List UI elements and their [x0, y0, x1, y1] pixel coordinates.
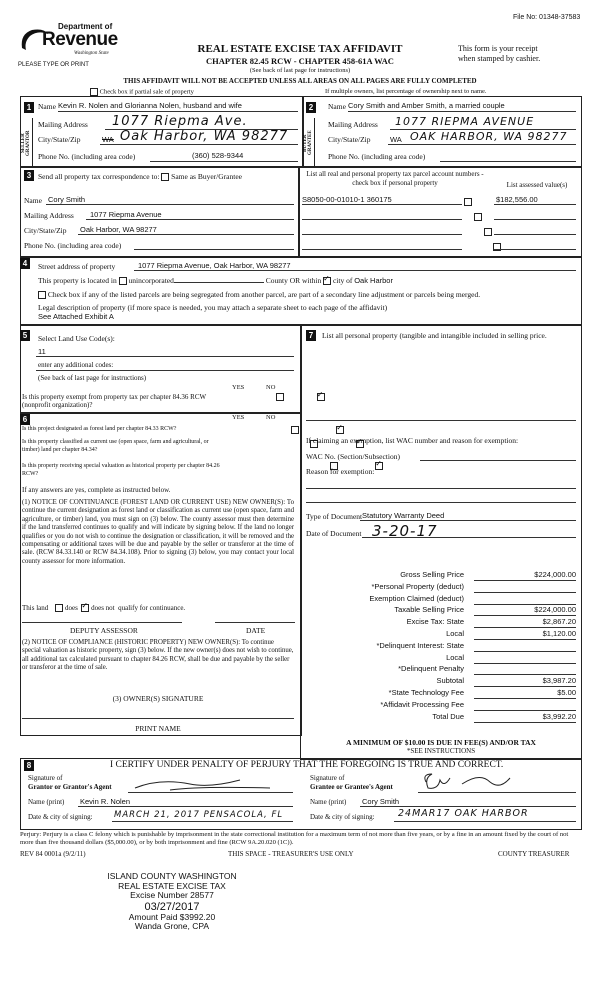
- send-correspondence: Send all property tax correspondence to: Same as Buyer/Grantee: [38, 172, 242, 181]
- assessed-header: List assessed value(s): [506, 181, 568, 189]
- fee-row: [306, 617, 580, 629]
- s3-city[interactable]: Oak Harbor, WA 98277: [80, 225, 157, 234]
- fee-value[interactable]: $224,000.00: [474, 570, 576, 581]
- minimum-due-note: A MINIMUM OF $10.00 IS DUE IN FEE(S) AND/OR TAX: [346, 738, 536, 747]
- deputy-assessor-label: DEPUTY ASSESSOR: [70, 626, 138, 635]
- buyer-phone-label: Phone No. (including area code): [328, 152, 426, 161]
- section-5-number: 5: [20, 330, 30, 341]
- dept-top: Department of: [58, 22, 113, 31]
- seller-city-label: City/State/Zip: [38, 135, 81, 144]
- owner-signature-label: (3) OWNER(S) SIGNATURE: [112, 694, 204, 703]
- fee-value[interactable]: [474, 700, 576, 711]
- location-line: This property is located in unincorporated County OR within ✓ city of Oak Harbor: [38, 276, 393, 285]
- stamp-county: ISLAND COUNTY WASHINGTON: [107, 871, 237, 881]
- segregated-line: Check box if any of the listed parcels are being segregated from another parcel, are part of a secondary line adjustment or parcels being merged.: [38, 290, 480, 299]
- grantee-name[interactable]: Cory Smith: [362, 797, 400, 806]
- see-instructions: *SEE INSTRUCTIONS: [406, 747, 476, 755]
- parcel-3-checkbox[interactable]: [484, 228, 492, 236]
- fee-label: *Personal Property (deduct): [371, 581, 464, 591]
- fee-row: [306, 712, 580, 724]
- partial-sale-label: Check box if partial sale of property: [90, 88, 194, 96]
- city-checkbox[interactable]: [323, 277, 331, 285]
- fee-value[interactable]: $1,120.00: [474, 629, 576, 640]
- form-chapter: CHAPTER 82.45 RCW - CHAPTER 458-61A WAC: [206, 56, 394, 66]
- s3-address-label: Mailing Address: [24, 211, 74, 220]
- fee-row: [306, 676, 580, 688]
- buyer-city-label: City/State/Zip: [328, 135, 371, 144]
- section-2-number: 2: [306, 102, 316, 113]
- fee-label: Subtotal: [436, 676, 464, 686]
- receipt-note-1: This form is your receipt: [458, 44, 538, 53]
- receipt-note-2: when stamped by cashier.: [458, 54, 541, 63]
- land-use-code[interactable]: 11: [38, 347, 46, 356]
- same-as-buyer-checkbox[interactable]: [161, 173, 169, 181]
- parcel-4-checkbox[interactable]: [493, 243, 501, 251]
- grantor-signature: [130, 774, 280, 794]
- dept-name: Revenue: [42, 29, 118, 50]
- fee-value[interactable]: [474, 641, 576, 652]
- if-yes-note: If any answers are yes, complete as instructed below.: [22, 486, 171, 494]
- fee-value[interactable]: [474, 582, 576, 593]
- multiple-owners-note: If multiple owners, list percentage of ownership next to name.: [325, 88, 487, 95]
- fee-table: [306, 570, 580, 723]
- wac-label: WAC No. (Section/Subsection): [306, 452, 400, 461]
- fee-label: *State Technology Fee: [388, 687, 464, 697]
- perjury-notice: Perjury: Perjury is a class C felony which is punishable by imprisonment in the state correctional institution for a maximum term of not more than five years, or by a fine in an amount fixed by the court of not more than five thousand dollars ($5,000.00), or by both imprisonment and fine (RCW 9A.20.020 (1C)).: [20, 831, 569, 846]
- exempt-yes-checkbox[interactable]: [276, 393, 284, 401]
- fee-label: *Delinquent Penalty: [398, 664, 464, 674]
- grantor-date-city[interactable]: MARCH 21, 2017 PENSACOLA, FL: [114, 810, 284, 820]
- segregated-checkbox[interactable]: [38, 291, 46, 299]
- fee-value[interactable]: $3,987.20: [474, 676, 576, 687]
- does-not-qualify-checkbox[interactable]: [81, 604, 89, 612]
- s3-name-label: Name: [24, 196, 42, 205]
- s3-phone-label: Phone No. (including area code): [24, 241, 122, 250]
- section-3-number: 3: [24, 170, 34, 181]
- historic-question: Is this property receiving special valuation as historical property per chapter 84.26 RCW?: [22, 463, 220, 477]
- personal-property-label: List all personal property (tangible and intangible included in selling price.: [322, 331, 547, 340]
- fee-row: [306, 594, 580, 606]
- fee-value[interactable]: $2,867.20: [474, 617, 576, 628]
- fee-row: [306, 653, 580, 665]
- notice-continuance: (1) NOTICE OF CONTINUANCE (FOREST LAND OR CURRENT USE) NEW OWNER(S): To continue the current designation as forest land or classification as current use (open space, farm and agriculture, or timber) land, you must sign on (3) below. The county assessor must then determine if the land transferred continues to qualify and will indicate by signing below. If the land no longer qualifies or you do not wish to continue the designation or classification, it will be removed and the compensating or additional taxes will be due and payable by the seller or transferor at the time of sale. (RCW 84.33.140 or RCW 84.34.108). Prior to signing (3) below, you may contact your local county assessor for more information.: [22, 499, 294, 565]
- county-treasurer-label: COUNTY TREASURER: [498, 850, 570, 858]
- seller-phone-label: Phone No. (including area code): [38, 152, 136, 161]
- fee-row: [306, 605, 580, 617]
- fee-label: *Delinquent Interest: State: [376, 640, 464, 650]
- buyer-address-label: Mailing Address: [328, 120, 378, 129]
- fee-value[interactable]: $5.00: [474, 688, 576, 699]
- s5-see-back: (See back of last page for instructions): [38, 374, 147, 382]
- seller-city-struck: WA: [102, 135, 114, 144]
- doc-type-label: Type of Document: [306, 512, 363, 521]
- exempt-question: Is this property exempt from property tax per chapter 84.36 RCW (nonprofit organization)?: [22, 393, 206, 409]
- city-name[interactable]: Oak Harbor: [354, 276, 393, 285]
- form-title: REAL ESTATE EXCISE TAX AFFIDAVIT: [197, 43, 403, 55]
- fee-row: [306, 664, 580, 676]
- print-name-label: PRINT NAME: [135, 724, 181, 733]
- assessed-value[interactable]: $182,556.00: [496, 195, 538, 204]
- grantee-name-label: Name (print): [310, 798, 347, 806]
- s3-name[interactable]: Cory Smith: [48, 195, 86, 204]
- fee-value[interactable]: $3,992.20: [474, 712, 576, 723]
- grantee-agent-label: Grantee or Grantee's Agent: [310, 783, 393, 791]
- fee-row: [306, 641, 580, 653]
- section-6-designation: [20, 412, 302, 736]
- buyer-address[interactable]: 1077 RIEPMA AVENUE: [395, 115, 535, 128]
- fee-value[interactable]: $224,000.00: [474, 605, 576, 616]
- street-label: Street address of property: [38, 262, 116, 271]
- land-qualify-line: This land does ✓ does not qualify for continuance.: [22, 604, 185, 612]
- forest-yes-checkbox[interactable]: [291, 426, 299, 434]
- section-1-number: 1: [24, 102, 34, 113]
- s3-city-label: City/State/Zip: [24, 226, 67, 235]
- parcel-number[interactable]: S8050-00-01010-1 360175: [302, 195, 392, 204]
- fee-label: *Affidavit Processing Fee: [380, 699, 464, 709]
- rev-number: REV 84 0001a (9/2/11): [20, 850, 86, 858]
- fee-label: Taxable Selling Price: [394, 605, 464, 615]
- fee-row: [306, 570, 580, 582]
- street-address[interactable]: 1077 Riepma Avenue, Oak Harbor, WA 98277: [138, 261, 291, 270]
- grantor-name-label: Name (print): [28, 798, 65, 806]
- fee-row: [306, 582, 580, 594]
- s6-yes-header: YES: [232, 414, 245, 421]
- dor-logo: [18, 20, 128, 64]
- unincorporated-checkbox[interactable]: [119, 277, 127, 285]
- buyer-city[interactable]: OAK HARBOR, WA 98277: [410, 130, 568, 143]
- land-use-label: Select Land Use Code(s):: [38, 334, 115, 343]
- fee-value[interactable]: [474, 653, 576, 664]
- seller-city[interactable]: Oak Harbor, WA 98277: [120, 129, 289, 144]
- legal-label: Legal description of property (if more space is needed, you may attach a separate sheet to each page of the affidavit): [38, 303, 388, 312]
- grantee-signature: [420, 770, 520, 794]
- fee-label: Excise Tax: State: [406, 617, 464, 627]
- fee-label: Total Due: [432, 711, 464, 721]
- parcel-1-checkbox[interactable]: [464, 198, 472, 206]
- fee-label: Local: [446, 628, 464, 638]
- fee-label: Gross Selling Price: [400, 570, 464, 579]
- section-4-number: 4: [20, 258, 30, 269]
- section-8-number: 8: [24, 760, 34, 771]
- grantee-date-label: Date & city of signing:: [310, 813, 375, 821]
- section-7-number: 7: [306, 330, 316, 341]
- doc-date-label: Date of Document: [306, 529, 362, 538]
- section-6-number: 6: [20, 414, 30, 425]
- claim-exemption-label: If claiming an exemption, list WAC number and reason for exemption:: [306, 436, 519, 445]
- fee-label: Exemption Claimed (deduct): [369, 593, 464, 603]
- grantee-date-city[interactable]: 24MAR17 OAK HARBOR: [398, 808, 529, 819]
- stamp-amount: Amount Paid $3992.20: [128, 911, 216, 922]
- s5-no-header: NO: [266, 384, 276, 391]
- stamp-treasurer: Wanda Grone, CPA: [134, 921, 210, 931]
- grantee-sig-label: Signature of: [310, 774, 345, 782]
- parcel-2-checkbox[interactable]: [474, 213, 482, 221]
- s5-yes-header: YES: [232, 384, 245, 391]
- assessor-date-label: DATE: [246, 626, 266, 635]
- fee-value[interactable]: [474, 594, 576, 605]
- reason-label: Reason for exemption:: [306, 467, 375, 476]
- seller-name[interactable]: Kevin R. Nolen and Glorianna Nolen, husband and wife: [58, 101, 242, 110]
- grantor-name[interactable]: Kevin R. Nolen: [80, 797, 131, 806]
- seller-grantor-label: SELLER GRANTOR: [21, 130, 31, 156]
- grantor-date-label: Date & city of signing:: [28, 813, 93, 821]
- type-print: PLEASE TYPE OR PRINT: [18, 62, 89, 68]
- buyer-name[interactable]: Cory Smith and Amber Smith, a married couple: [348, 101, 505, 110]
- treasurer-use-label: THIS SPACE - TREASURER'S USE ONLY: [228, 850, 354, 858]
- additional-codes-label: enter any additional codes:: [38, 361, 114, 369]
- certify-statement: I CERTIFY UNDER PENALTY OF PERJURY THAT THE FOREGOING IS TRUE AND CORRECT.: [110, 760, 504, 770]
- parcels-header: List all real and personal property tax parcel account numbers - check box if personal property: [306, 170, 484, 187]
- seller-address[interactable]: 1077 Riepma Ave.: [112, 114, 248, 129]
- seller-name-label: Name: [38, 102, 56, 111]
- fee-value[interactable]: [474, 664, 576, 675]
- current-use-question: Is this property classified as current use (open space, farm and agricultural, or timber) land per chapter 84.34?: [22, 439, 209, 453]
- fee-row: [306, 700, 580, 712]
- fee-row: [306, 629, 580, 641]
- buyer-name-label: Name: [328, 102, 346, 111]
- dept-state: Washington State: [74, 51, 109, 56]
- seller-address-label: Mailing Address: [38, 120, 88, 129]
- stamp-excise-number: Excise Number 28577: [130, 890, 214, 900]
- does-qualify-checkbox[interactable]: [55, 604, 63, 612]
- grantor-sig-label: Signature of: [28, 774, 63, 782]
- buyer-city-prefix: WA: [390, 135, 402, 144]
- see-back-note: (See back of last page for instructions): [249, 67, 351, 74]
- file-number: File No: 01348-37583: [513, 14, 581, 21]
- fee-label: Local: [446, 652, 464, 662]
- grantor-agent-label: Grantor or Grantor's Agent: [28, 783, 112, 791]
- legal-description[interactable]: See Attached Exhibit A: [38, 312, 114, 321]
- seller-phone[interactable]: (360) 528-9344: [192, 151, 244, 160]
- buyer-grantee-label: BUYER GRANTEE: [303, 130, 313, 156]
- notice-compliance: (2) NOTICE OF COMPLIANCE (HISTORIC PROPERTY) NEW OWNER(S): To continue special valuation as historic property, sign (3) below. If the new owner(s) does not wish to continue, all additional tax calculated pursuant to chapter 84.26 RCW, shall be due and payable by the seller or transferor at the time of sale.: [22, 639, 294, 672]
- partial-sale-checkbox[interactable]: [90, 88, 98, 96]
- treasurer-stamp: [92, 872, 252, 932]
- fee-row: [306, 688, 580, 700]
- forest-question: Is this project designated as forest land per chapter 84.33 RCW?: [22, 426, 177, 432]
- s6-no-header: NO: [266, 414, 276, 421]
- doc-date[interactable]: 3-20-17: [372, 522, 438, 540]
- stamp-date: 03/27/2017: [144, 900, 200, 913]
- stamp-title: REAL ESTATE EXCISE TAX: [118, 880, 226, 891]
- doc-type[interactable]: Statutory Warranty Deed: [362, 511, 445, 520]
- s3-address[interactable]: 1077 Riepma Avenue: [90, 210, 162, 219]
- warning-text: THIS AFFIDAVIT WILL NOT BE ACCEPTED UNLESS ALL AREAS ON ALL PAGES ARE FULLY COMPLETED: [123, 77, 477, 85]
